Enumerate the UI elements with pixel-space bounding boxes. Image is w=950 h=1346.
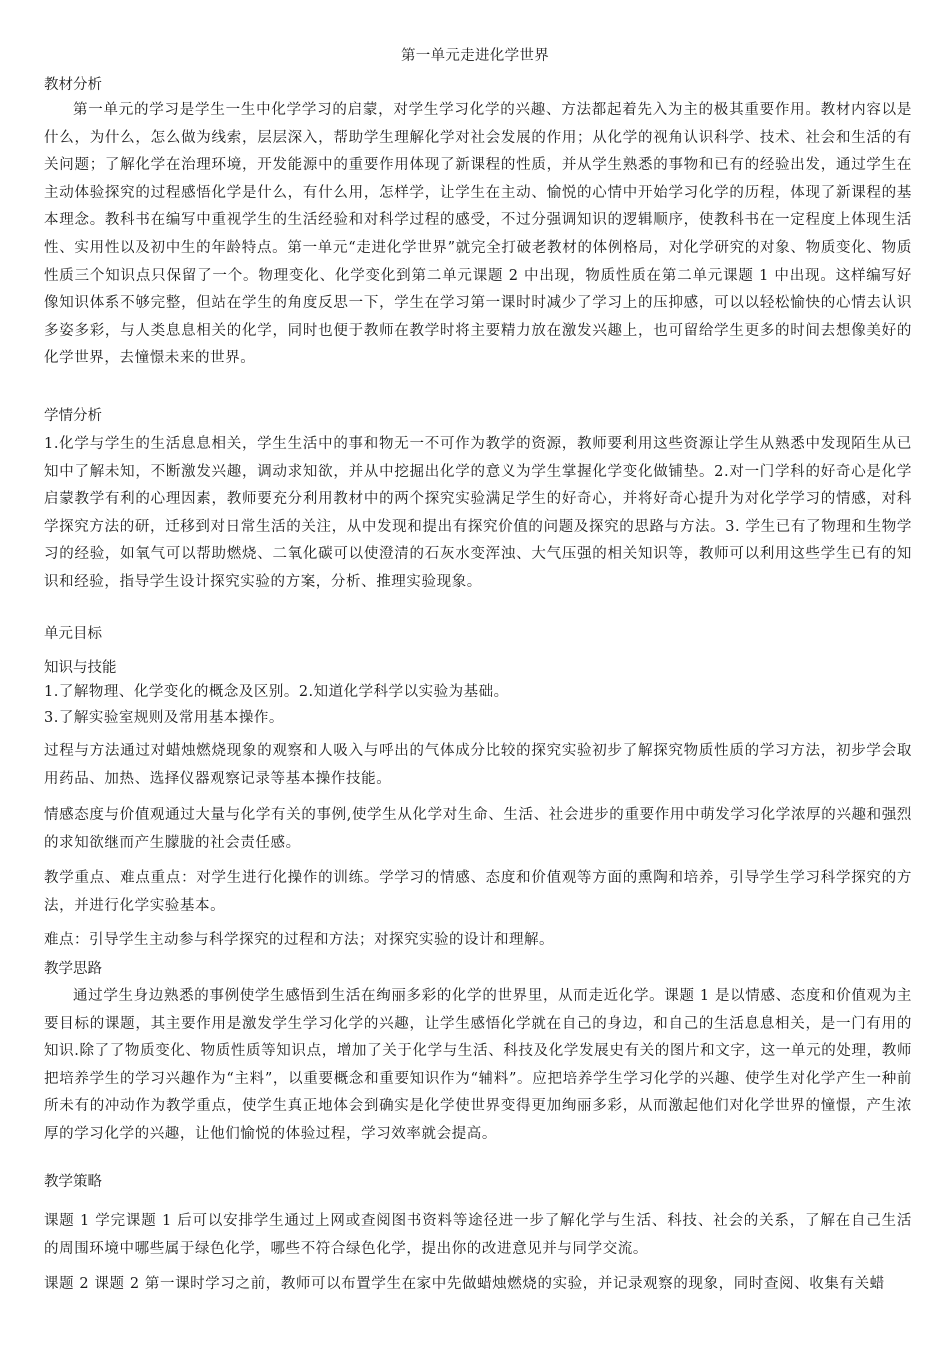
knowledge-item-line-2: 3.了解实验室规则及常用基本操作。: [44, 710, 284, 726]
heading-knowledge-skills: 知识与技能: [44, 660, 117, 676]
paragraph-teaching-ideas: 通过学生身边熟悉的事例使学生感悟到生活在绚丽多彩的化学的世界里，从而走近化学。课题 1 是以情感、态度和价值观为主要目标的课题，其主要作用是激发学生学习化学的兴趣，让学生感悟化学就在自己的身边，和自己的生活息息相关，是一门有用的知识.除了了物质变化、物质性质等知识点，增加了关于化学与生活、科技及化学发展史有关的图片和文字，这一单元的处理，教师把培养学生的学习兴趣作为“主料”，以重要概念和重要知识作为“辅料”。应把培养学生学习化学的兴趣、使学生对化学产生一种前所未有的冲动作为教学重点，使学生真正地体会到确实是化学使世界变得更加绚丽多彩，从而激起他们对化学世界的憧憬，产生浓厚的学习化学的兴趣，让他们愉悦的体验过程，学习效率就会提高。: [44, 988, 912, 1142]
paragraph-key-points: 教学重点、难点重点：对学生进行化操作的训练。学学习的情感、态度和价值观等方面的熏陶和培养，引导学生学习科学探究的方法，并进行化学实验基本。: [44, 870, 912, 914]
paragraph-difficulties: 难点：引导学生主动参与科学探究的过程和方法；对探究实验的设计和理解。: [44, 932, 554, 948]
heading-student-analysis: 学情分析: [44, 408, 102, 424]
paragraph-textbook-analysis: 第一单元的学习是学生一生中化学学习的启蒙，对学生学习化学的兴趣、方法都起着先入为主的极其重要作用。教材内容以是什么，为什么，怎么做为线索，层层深入，帮助学生理解化学对社会发展的作用；从化学的视角认识科学、技术、社会和生活的有关问题；了解化学在治理环境，开发能源中的重要作用体现了新课程的性质，并从学生熟悉的事物和已有的经验出发，通过学生在主动体验探究的过程感悟化学是什么，有什么用，怎样学，让学生在主动、愉悦的心情中开始学习化学的历程，体现了新课程的基本理念。教科书在编写中重视学生的生活经验和对科学过程的感受，不过分强调知识的逻辑顺序，使教科书在一定程度上体现生活性、实用性以及初中生的年龄特点。第一单元“走进化学世界”就完全打破老教材的体例格局，对化学研究的对象、物质变化、物质性质三个知识点只保留了一个。物理变化、化学变化到第二单元课题 2 中出现，物质性质在第二单元课题 1 中出现。这样编写好像知识体系不够完整，但站在学生的角度反思一下，学生在学习第一课时时减少了学习上的压抑感，可以以轻松愉快的心情去认识多姿多彩，与人类息息相关的化学，同时也便于教师在教学时将主要精力放在激发兴趣上，也可留给学生更多的时间去想像美好的化学世界，去憧憬未来的世界。: [44, 102, 912, 367]
paragraph-emotion-values: 情感态度与价值观通过大量与化学有关的事例,使学生从化学对生命、生活、社会进步的重要作用中萌发学习化学浓厚的兴趣和强烈的求知欲继而产生朦胧的社会责任感。: [44, 807, 912, 851]
knowledge-item-line-1: 1.了解物理、化学变化的概念及区别。2.知道化学科学以实验为基础。: [44, 684, 509, 700]
heading-teaching-strategy: 教学策略: [44, 1174, 102, 1190]
paragraph-process-methods: 过程与方法通过对蜡烛燃烧现象的观察和人吸入与呼出的气体成分比较的探究实验初步了解探究物质性质的学习方法，初步学会取用药品、加热、选择仪器观察记录等基本操作技能。: [44, 743, 912, 787]
document-title: 第一单元走进化学世界: [401, 48, 549, 64]
heading-teaching-ideas: 教学思路: [44, 961, 102, 977]
paragraph-strategy-lesson-1: 课题 1 学完课题 1 后可以安排学生通过上网或查阅图书资料等途径进一步了解化学与生活、科技、社会的关系，了解在自己生活的周围环境中哪些属于绿色化学，哪些不符合绿色化学，提出你的改进意见并与同学交流。: [44, 1213, 912, 1257]
paragraph-student-analysis: 1.化学与学生的生活息息相关，学生生活中的事和物无一不可作为教学的资源，教师要利用这些资源让学生从熟悉中发现陌生从已知中了解未知，不断激发兴趣，调动求知欲，并从中挖掘出化学的意义为学生掌握化学变化做铺垫。2.对一门学科的好奇心是化学启蒙教学有利的心理因素，教师要充分利用教材中的两个探究实验满足学生的好奇心，并将好奇心提升为对化学学习的情感，对科学探究方法的研，迁移到对日常生活的关注，从中发现和提出有探究价值的问题及探究的思路与方法。3. 学生已有了物理和生物学习的经验，如氧气可以帮助燃烧、二氧化碳可以使澄清的石灰水变浑浊、大气压强的相关知识等，教师可以利用这些学生已有的知识和经验，指导学生设计探究实验的方案，分析、推理实验现象。: [44, 436, 912, 590]
heading-textbook-analysis: 教材分析: [44, 77, 102, 93]
heading-unit-goals: 单元目标: [44, 626, 102, 642]
paragraph-strategy-lesson-2: 课题 2 课题 2 第一课时学习之前，教师可以布置学生在家中先做蜡烛燃烧的实验，并记录观察的现象，同时查阅、收集有关蜡: [44, 1276, 885, 1292]
